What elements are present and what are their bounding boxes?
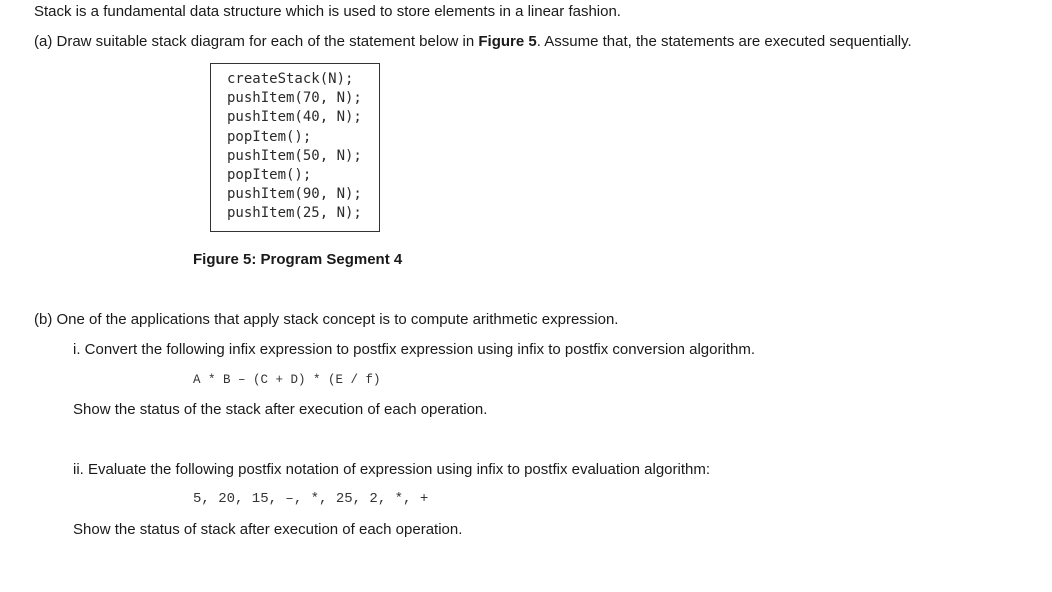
postfix-expression: 5, 20, 15, –, *, 25, 2, *, + (193, 491, 429, 507)
code-line: popItem(); (227, 128, 312, 145)
part-b-ii-show: Show the status of stack after execution of each operation. (73, 521, 463, 538)
part-b-i-show: Show the status of the stack after execution of each operation. (73, 401, 488, 418)
part-b-ii-text: ii. Evaluate the following postfix notation of expression using infix to postfix evaluation algorithm: (73, 461, 711, 478)
code-line: popItem(); (227, 167, 312, 184)
code-line: pushItem(70, N); (227, 90, 362, 107)
intro-text: Stack is a fundamental data structure which is used to store elements in a linear fashion. (34, 3, 621, 20)
figure-caption: Figure 5: Program Segment 4 (193, 251, 403, 268)
code-line: pushItem(50, N); (227, 147, 362, 164)
part-b-text: (b) One of the applications that apply stack concept is to compute arithmetic expression. (34, 311, 619, 328)
code-line: createStack(N); (227, 71, 354, 87)
figure-reference: Figure 5 (478, 33, 537, 50)
code-line: pushItem(40, N); (227, 109, 362, 126)
part-a-suffix: . Assume that, the statements are executed sequentially. (536, 33, 912, 50)
code-line: pushItem(90, N); (227, 186, 362, 203)
part-a-prefix: (a) Draw suitable stack diagram for each of the statement below in (34, 33, 479, 50)
part-b-i-text: i. Convert the following infix expression to postfix expression using infix to postfix conversion algorithm. (73, 341, 755, 358)
code-line: pushItem(25, N); (227, 205, 362, 222)
part-a-text (34, 33, 912, 51)
code-box (210, 63, 380, 232)
infix-expression: A * B – (C + D) * (E / f) (193, 373, 381, 387)
